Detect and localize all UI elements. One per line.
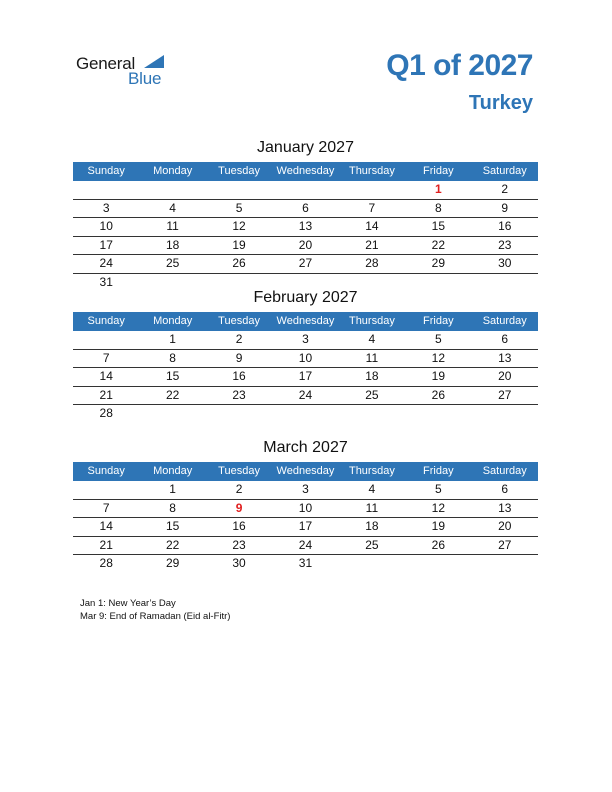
day-cell: 10 [99,219,113,233]
week-row [73,518,538,537]
weekday-label: Wednesday [276,465,335,477]
day-cell: 23 [498,237,512,252]
weekday-label: Thursday [348,465,395,477]
weekday-label: Sunday [87,315,125,327]
day-cell: 2 [235,482,243,496]
week-row [73,200,538,219]
holiday-note: Mar 9: End of Ramadan (Eid al-Fitr) [80,611,231,622]
day-cell: 8 [434,200,442,215]
week-row [73,181,538,200]
day-cell: 6 [501,482,509,496]
day-cell: 8 [169,350,176,365]
day-cell: 14 [99,369,113,383]
day-cell: 4 [368,482,376,496]
day-cell: 29 [431,256,445,270]
weekday-label: Sunday [87,165,125,177]
day-cell: 19 [431,519,445,533]
day-cell: 20 [298,237,313,252]
weekday-header [73,462,538,481]
day-cell: 25 [365,387,379,402]
day-cell [472,555,538,573]
day-cell: 1 [169,332,176,346]
day-cell [405,555,471,573]
month-january [73,137,538,291]
weekday-label: Thursday [348,165,395,177]
week-row [73,255,538,274]
day-cell: 24 [298,387,313,402]
country-name: Turkey [468,92,533,114]
weekday-label: Friday [423,165,454,177]
day-cell [139,405,205,423]
day-cell: 21 [365,237,379,252]
day-cell: 27 [498,387,512,402]
day-cell: 18 [365,369,379,383]
day-cell: 23 [232,537,246,552]
day-cell: 21 [99,537,113,552]
day-cell: 4 [368,332,376,346]
day-cell: 31 [298,556,313,570]
day-cell [73,181,139,199]
day-cell [272,405,338,423]
weekday-header [73,312,538,331]
day-cell: 15 [431,219,445,233]
day-cell: 20 [498,519,512,533]
weekday-header [73,162,538,181]
month-february [73,287,538,423]
day-cell: 19 [431,369,445,383]
weekday-label: Sunday [87,465,125,477]
day-cell: 28 [99,556,113,570]
week-row [73,481,538,500]
day-cell: 1 [169,482,176,496]
day-cell: 5 [235,200,243,215]
day-cell: 15 [165,519,180,533]
day-cell: 28 [99,406,113,420]
weekday-label: Saturday [482,315,527,327]
holiday-date: 1 [434,182,442,196]
week-row [73,368,538,387]
weekday-label: Monday [153,315,193,327]
day-cell: 5 [434,482,442,496]
day-cell: 31 [99,274,113,289]
weekday-label: Thursday [348,315,395,327]
day-cell: 14 [99,519,113,533]
holiday-note: Jan 1: New Year’s Day [80,598,176,609]
day-cell: 10 [298,500,313,515]
holiday-notes [80,597,230,623]
day-cell: 2 [235,332,243,346]
month-title: February 2027 [253,289,358,306]
month-title: March 2027 [263,439,348,456]
day-cell: 14 [365,219,379,233]
day-cell [339,555,405,573]
day-cell: 29 [165,556,180,570]
week-row [73,331,538,350]
day-cell: 23 [232,387,246,402]
logo-word-general: General [76,54,136,73]
day-cell [472,405,538,423]
week-row [73,555,538,573]
day-cell: 22 [165,387,180,402]
day-cell: 26 [431,537,445,552]
day-cell: 25 [165,256,180,270]
day-cell: 25 [365,537,379,552]
day-cell [206,181,272,199]
day-cell: 22 [431,237,445,252]
logo-triangle-icon [144,55,164,68]
day-cell: 13 [298,219,313,233]
weekday-label: Monday [153,465,193,477]
day-cell [339,405,405,423]
holiday-date: 9 [235,500,243,515]
weekday-label: Wednesday [276,315,335,327]
weekday-label: Wednesday [276,165,335,177]
weekday-label: Tuesday [218,315,260,327]
day-cell: 4 [169,200,176,215]
page-title: Q1 of 2027 [386,49,533,82]
logo-word-blue: Blue [128,69,162,88]
day-cell: 30 [498,256,512,270]
day-cell: 5 [434,332,442,346]
day-cell: 17 [99,237,113,252]
day-cell: 15 [165,369,180,383]
day-cell: 7 [102,350,110,365]
day-cell: 26 [431,387,445,402]
week-row [73,237,538,256]
day-cell: 13 [498,350,512,365]
day-cell [206,405,272,423]
day-cell: 20 [498,369,512,383]
day-cell [272,181,338,199]
day-cell: 17 [298,369,313,383]
day-cell: 11 [365,350,379,365]
day-cell: 11 [365,500,379,515]
day-cell: 18 [165,237,180,252]
weekday-label: Friday [423,465,454,477]
day-cell: 3 [302,332,309,346]
day-cell: 12 [431,500,445,515]
weekday-label: Friday [423,315,454,327]
day-cell [139,181,205,199]
day-cell: 27 [498,537,512,552]
day-cell: 11 [166,219,179,233]
day-cell: 16 [232,369,246,383]
day-cell: 12 [431,350,445,365]
generalblue-logo [76,54,186,90]
day-cell: 6 [501,332,509,346]
weekday-label: Tuesday [218,465,260,477]
weekday-label: Saturday [482,165,527,177]
day-cell: 28 [365,256,379,270]
day-cell: 9 [501,200,509,215]
month-title: January 2027 [257,139,354,156]
week-row [73,350,538,369]
day-cell: 19 [232,237,246,252]
week-row [73,537,538,556]
day-cell: 13 [498,500,512,515]
day-cell: 24 [99,256,113,270]
week-row [73,387,538,406]
weekday-label: Saturday [482,465,527,477]
day-cell: 2 [501,182,509,196]
day-cell: 7 [102,500,110,515]
day-cell: 18 [365,519,379,533]
week-row [73,218,538,237]
day-cell: 17 [298,519,313,533]
week-row [73,405,538,423]
day-cell: 3 [302,482,309,496]
day-cell [339,181,405,199]
day-cell: 3 [102,200,110,215]
day-cell: 22 [165,537,180,552]
day-cell: 7 [368,200,376,215]
day-cell: 10 [298,350,313,365]
day-cell [73,331,139,349]
day-cell: 8 [169,500,176,515]
day-cell: 30 [232,556,246,570]
day-cell: 9 [235,350,243,365]
week-row [73,500,538,519]
day-cell [73,481,139,499]
day-cell: 26 [232,256,246,270]
day-cell: 21 [99,387,113,402]
day-cell: 16 [498,219,512,233]
day-cell: 24 [298,537,313,552]
weekday-label: Tuesday [218,165,260,177]
month-march [73,437,538,573]
weekday-label: Monday [153,165,193,177]
day-cell: 27 [298,256,313,270]
day-cell: 16 [232,519,246,533]
day-cell: 12 [232,219,246,233]
day-cell: 6 [302,200,309,215]
day-cell [405,405,471,423]
